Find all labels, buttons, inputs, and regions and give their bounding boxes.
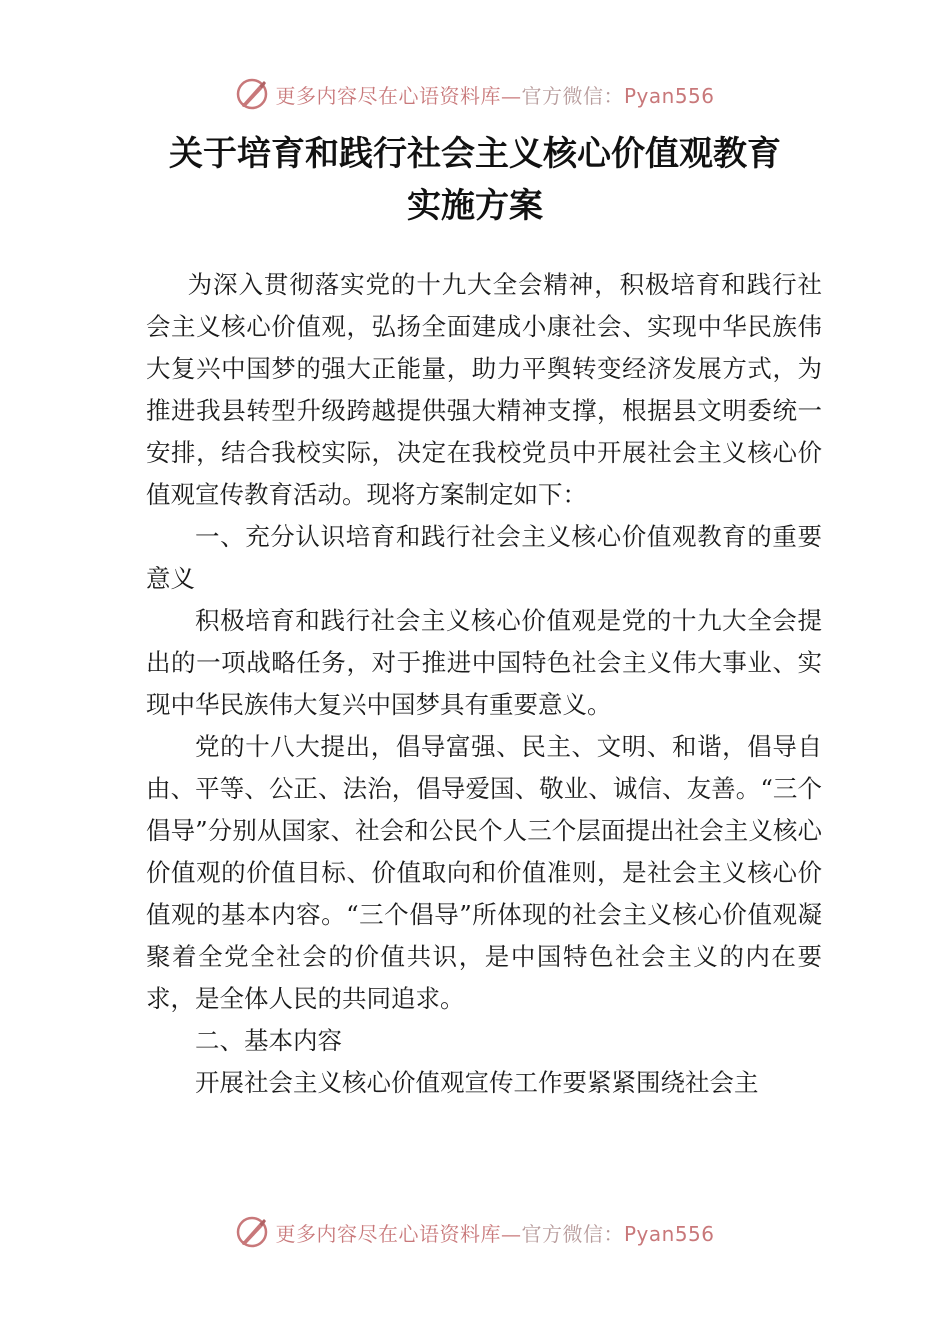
watermark-dash: — — [500, 1221, 522, 1246]
footer-watermark — [0, 1212, 950, 1252]
section-heading-1: 一、充分认识培育和践行社会主义核心价值观教育的重要意义 — [146, 522, 822, 593]
watermark-text — [275, 1218, 714, 1247]
title-line-2: 实施方案 — [407, 186, 543, 226]
brush-pen-logo-icon — [235, 1215, 269, 1249]
document-title — [0, 128, 950, 232]
title-line-1: 关于培育和践行社会主义核心价值观教育 — [169, 134, 781, 174]
body-paragraph: 积极培育和践行社会主义核心价值观是党的十九大全会提出的一项战略任务，对于推进中国特色社会主义伟大事业、实现中华民族伟大复兴中国梦具有重要意义。 — [146, 606, 822, 719]
section-heading-2: 二、基本内容 — [195, 1026, 342, 1055]
watermark-label: 官方微信： — [521, 83, 624, 108]
intro-paragraph: 为深入贯彻落实党的十九大全会精神，积极培育和践行社会主义核心价值观，弘扬全面建成小康社会、实现中华民族伟大复兴中国梦的强大正能量，助力平舆转变经济发展方式，为推进我县转型升级跨越提供强大精神支撑，根据县文明委统一安排，结合我校实际，决定在我校党员中开展社会主义核心价值观宣传教育活动。现将方案制定如下： — [146, 270, 822, 509]
body-paragraph: 开展社会主义核心价值观宣传工作要紧紧围绕社会主 — [195, 1068, 759, 1097]
watermark-wechat-id: Pyan556 — [623, 83, 715, 108]
body-paragraph: 党的十八大提出，倡导富强、民主、文明、和谐，倡导自由、平等、公正、法治，倡导爱国、敬业、诚信、友善。“三个倡导”分别从国家、社会和公民个人三个层面提出社会主义核心价值观的价值目标、价值取向和价值准则，是社会主义核心价值观的基本内容。“三个倡导”所体现的社会主义核心价值观凝聚着全党全社会的价值共识，是中国特色社会主义的内在要求，是全体人民的共同追求。 — [146, 732, 822, 1013]
watermark-dash: — — [500, 83, 522, 108]
watermark-main: 更多内容尽在心语资料库 — [275, 1221, 501, 1246]
watermark-label: 官方微信： — [521, 1221, 624, 1246]
document-body — [146, 264, 822, 1104]
header-watermark — [0, 74, 950, 114]
watermark-text — [275, 80, 714, 109]
watermark-main: 更多内容尽在心语资料库 — [275, 83, 501, 108]
watermark-wechat-id: Pyan556 — [623, 1221, 715, 1246]
brush-pen-logo-icon — [235, 77, 269, 111]
